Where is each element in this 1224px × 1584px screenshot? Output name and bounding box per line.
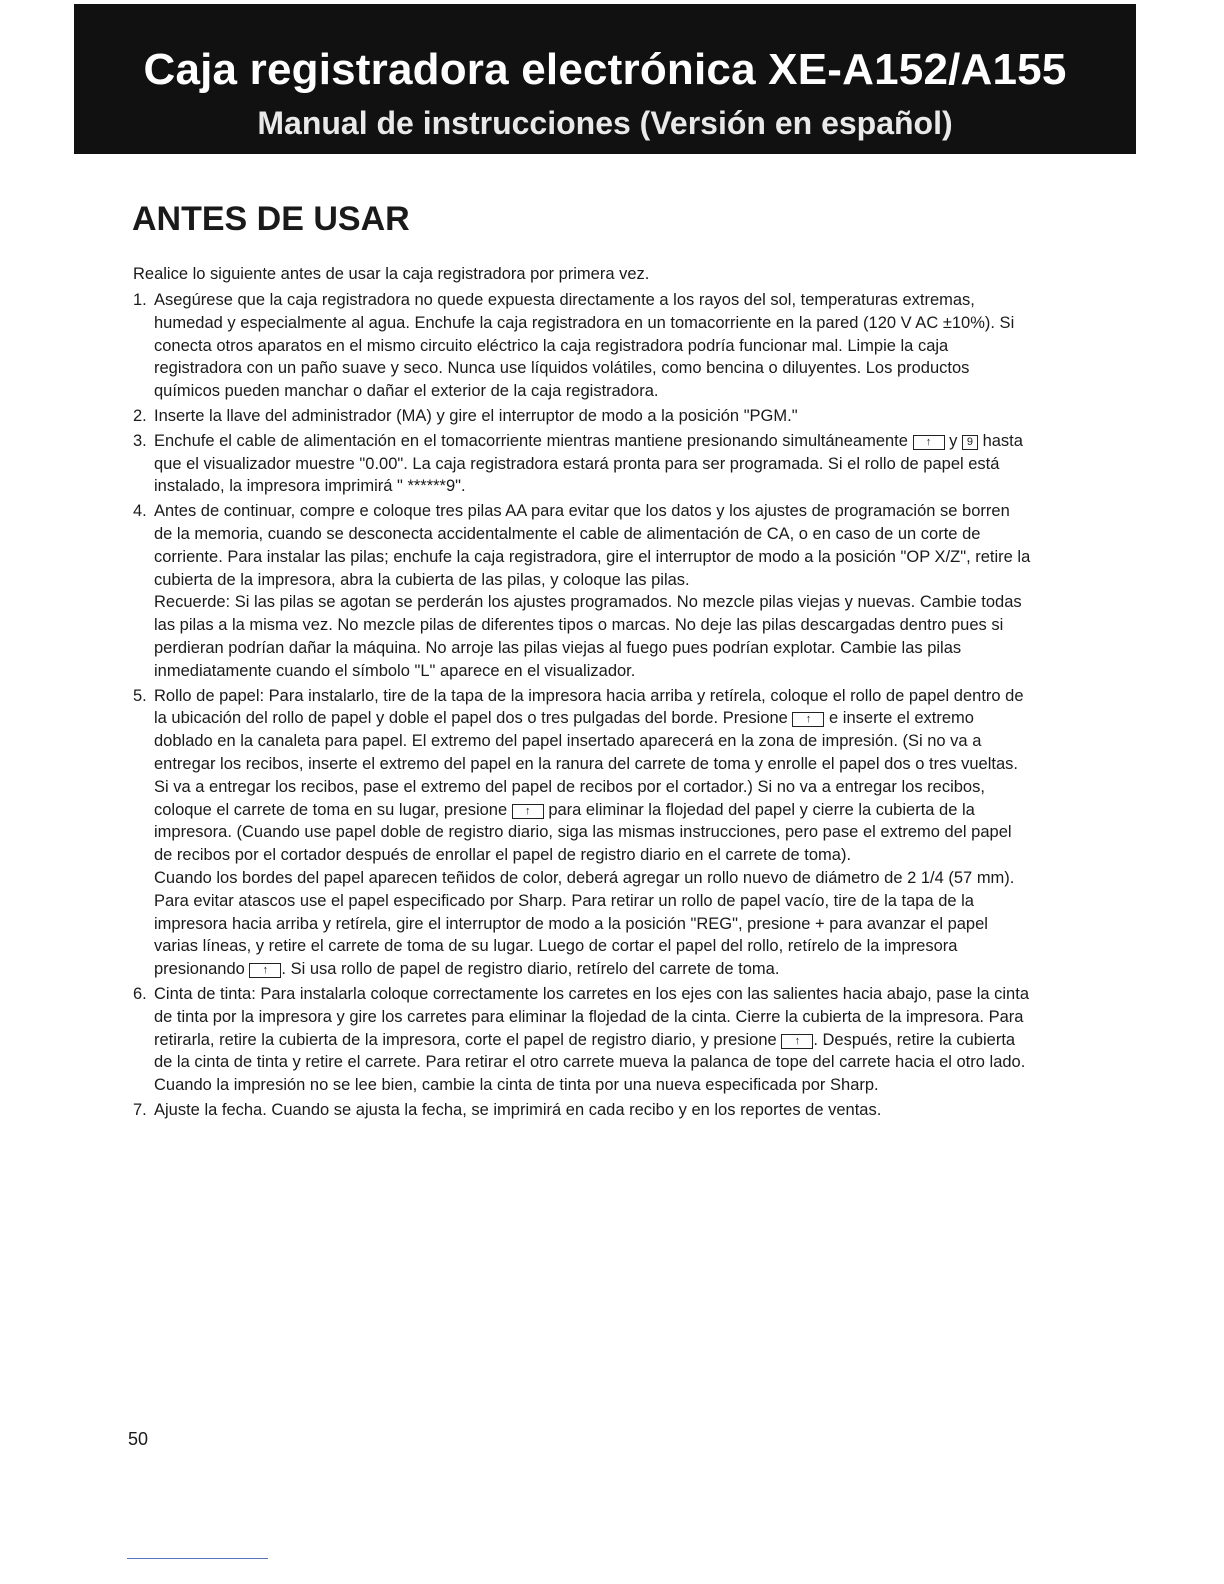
step-text: Rollo de papel: Para instalarlo, tire de la tapa de la impresora hacia arriba y retírela, coloque el rollo de papel dentro de la ubicación del rollo de papel y doble el papel dos o tres pulgadas del borde. Presione [154, 686, 1024, 728]
step-3 [133, 430, 1031, 498]
document-title: Caja registradora electrónica XE-A152/A155 [143, 45, 1067, 94]
step-5 [133, 685, 1031, 981]
step-1 [133, 289, 1031, 403]
steps-list [133, 289, 1031, 1124]
step-text: hasta que el visualizador muestre "0.00". La caja registradora estará pronta para ser programada. Si el rollo de papel está instalado, la impresora imprimirá " ******9". [154, 431, 1023, 496]
document-subtitle: Manual de instrucciones (Versión en español) [257, 105, 953, 141]
paper-feed-key-icon: ↑ [512, 804, 544, 819]
header-banner [74, 4, 1136, 154]
step-text: Asegúrese que la caja registradora no quede expuesta directamente a los rayos del sol, temperaturas extremas, humedad y especialmente al agua. Enchufe la caja registradora en un tomacorriente en la pared (120 V AC ±10%). Si conecta otros aparatos en el mismo circuito eléctrico la caja registradora podría funcionar mal. Limpie la caja registradora con un paño suave y seco. Nunca use líquidos volátiles, como bencina o diluyentes. Los productos químicos pueden manchar o dañar el exterior de la caja registradora. [154, 291, 1015, 401]
step-text: para eliminar la flojedad del papel y cierre la cubierta de la impresora. (Cuando use papel doble de registro diario, siga las mismas instrucciones, pero pase el extremo del papel de recibos por el cortador después de enrollar el papel de registro diario en el carrete de toma). [154, 800, 1012, 865]
page-number: 50 [128, 1429, 149, 1449]
step-note: Cuando la impresión no se lee bien, cambie la cinta de tinta por una nueva especificada por Sharp. [154, 1076, 879, 1095]
step-note: Recuerde: Si las pilas se agotan se perderán los ajustes programados. No mezcle pilas viejas y nuevas. Cambie todas las pilas a la misma vez. No mezcle pilas de diferentes tipos o marcas. No deje las pilas descargadas dentro pues si perdieran podrían dañar la máquina. No arroje las pilas viejas al fuego pues podrían explotar. Cambie las pilas inmediatamente cuando el símbolo "L" aparece en el visualizador. [154, 593, 1022, 680]
step-text: Cinta de tinta: Para instalarla coloque correctamente los carretes en los ejes con las salientes hacia abajo, pase la cinta de tinta por la impresora y gire los carretes para eliminar la flojedad de la cinta. Cierre la cubierta de la impresora. Para retirarla, retire la cubierta de la impresora, corte el papel de registro diario, y presione [154, 984, 1029, 1049]
step-number: 3. [133, 431, 147, 450]
step-number: 5. [133, 686, 147, 705]
step-number: 2. [133, 406, 147, 425]
step-number: 7. [133, 1100, 147, 1119]
section-heading: ANTES DE USAR [132, 200, 410, 238]
paper-feed-key-icon: ↑ [913, 435, 945, 450]
step-text: . Después, retire la cubierta de la cinta de tinta y retire el carrete. Para retirar el otro carrete mueva la palanca de tope del carrete hacia el otro lado. [154, 1030, 1026, 1072]
step-number: 4. [133, 502, 147, 521]
step-text: Inserte la llave del administrador (MA) y gire el interruptor de modo a la posición "PGM." [154, 406, 798, 425]
step-7 [133, 1099, 1031, 1122]
section-intro: Realice lo siguiente antes de usar la caja registradora por primera vez. [133, 265, 650, 283]
step-note: . Si usa rollo de papel de registro diario, retírelo del carrete de toma. [281, 960, 780, 979]
nine-key-icon: 9 [962, 435, 978, 450]
step-text: Antes de continuar, compre e coloque tres pilas AA para evitar que los datos y los ajustes de programación se borren de la memoria, cuando se desconecta accidentalmente el cable de alimentación de CA, o en caso de un corte de corriente. Para instalar las pilas; enchufe la caja registradora, gire el interruptor de modo a la posición "OP X/Z", retire la cubierta de la impresora, abra la cubierta de las pilas, y coloque las pilas. [154, 502, 1031, 589]
footer-rule [127, 1558, 268, 1559]
paper-feed-key-icon: ↑ [792, 712, 824, 727]
step-number: 1. [133, 291, 147, 309]
step-text: Enchufe el cable de alimentación en el tomacorriente mientras mantiene presionando simultáneamente [154, 431, 908, 450]
paper-feed-key-icon: ↑ [249, 963, 281, 978]
step-2 [133, 405, 1031, 428]
paper-feed-key-icon: ↑ [781, 1034, 813, 1049]
step-note: Cuando los bordes del papel aparecen teñidos de color, deberá agregar un rollo nuevo de diámetro de 2 1/4 (57 mm). Para evitar atascos use el papel especificado por Sharp. Para retirar un rollo de papel vacío, tire de la tapa de la impresora hacia arriba y retírela, gire el interruptor de modo a la posición "REG", presione + para avanzar el papel varias líneas, y retire el carrete de toma de su lugar. Luego de cortar el papel del rollo, retírelo de la impresora presionando [154, 868, 1015, 979]
step-text: e inserte el extremo doblado en la canaleta para papel. El extremo del papel insertado aparecerá en la zona de impresión. (Si no va a entregar los recibos, inserte el extremo del papel en la ranura del carrete de toma y enrolle el papel dos o tres vueltas. Si va a entregar los recibos, pase el extremo del papel de recibos por el cortador.) Si no va a entregar los recibos, coloque el carrete de toma en su lugar, presione [154, 709, 1018, 819]
step-text: Ajuste la fecha. Cuando se ajusta la fecha, se imprimirá en cada recibo y en los reportes de ventas. [154, 1100, 882, 1119]
step-number: 6. [133, 984, 147, 1003]
step-4 [133, 500, 1031, 682]
step-6 [133, 983, 1031, 1097]
step-text: y [949, 431, 958, 450]
